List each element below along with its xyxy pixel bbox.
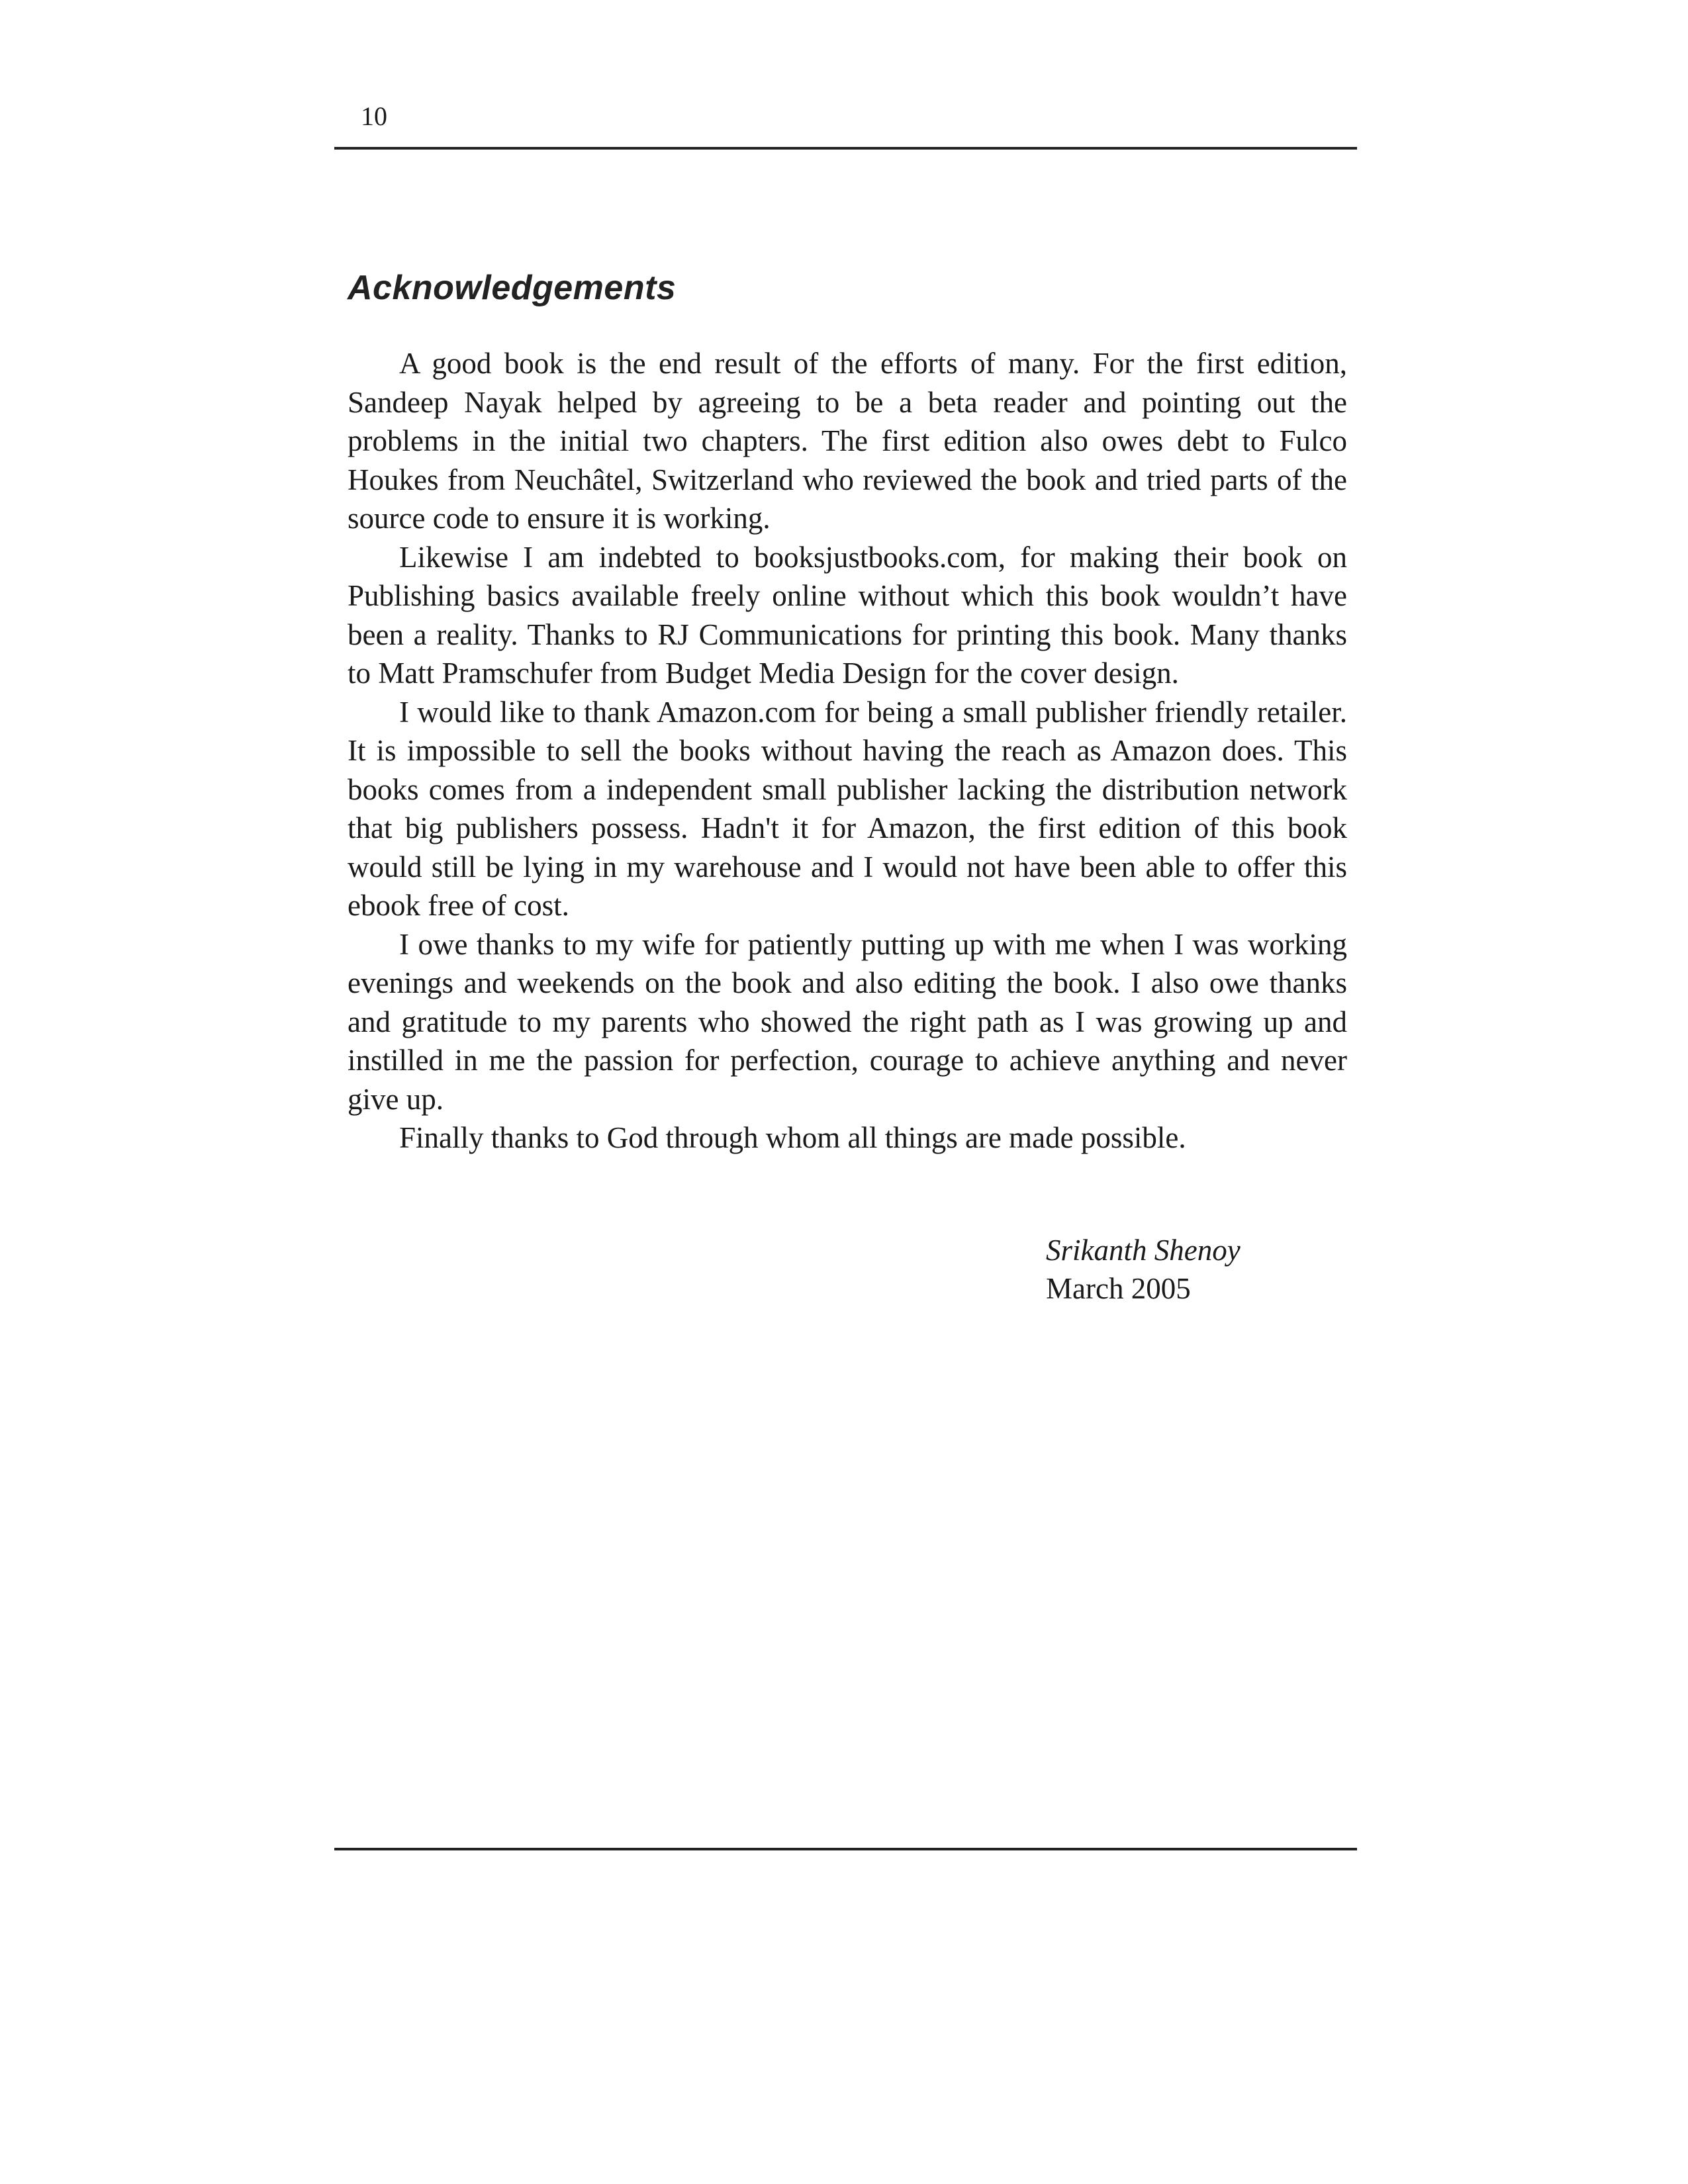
author-name: Srikanth Shenoy <box>1046 1234 1241 1267</box>
paragraph-3: I would like to thank Amazon.com for being a small publisher friendly retailer. It is impossible to sell the books without having the reach as Amazon does. This books comes from a independent small publisher lacking the distribution network that big publishers possess. Hadn't it for Amazon, the first edition of this book would still be lying in my warehouse and I would not have been able to offer this ebook free of cost. <box>348 695 1347 922</box>
acknowledgements-body <box>348 344 1347 1158</box>
header-rule <box>334 147 1357 150</box>
paragraph-5: Finally thanks to God through whom all things are made possible. <box>399 1121 1186 1154</box>
page-number: 10 <box>361 101 387 131</box>
signature-date: March 2005 <box>1046 1272 1191 1305</box>
paragraph-1: A good book is the end result of the efforts of many. For the first edition, Sandeep Nayak helped by agreeing to be a beta reader and pointing out the problems in the initial two chapters. The first edition also owes debt to Fulco Houkes from Neuchâtel, Switzerland who reviewed the book and tried parts of the source code to ensure it is working. <box>348 347 1347 535</box>
paragraph-4: I owe thanks to my wife for patiently putting up with me when I was working evenings and weekends on the book and also editing the book. I also owe thanks and gratitude to my parents who showed the right path as I was growing up and instilled in me the passion for perfection, courage to achieve anything and never give up. <box>348 927 1347 1116</box>
paragraph-2: Likewise I am indebted to booksjustbooks.com, for making their book on Publishing basics available freely online without which this book wouldn’t have been a reality. Thanks to RJ Communications for printing this book. Many thanks to Matt Pramschufer from Budget Media Design for the cover design. <box>348 540 1347 690</box>
footer-rule <box>334 1848 1357 1850</box>
signature-block <box>1046 1231 1241 1308</box>
section-title: Acknowledgements <box>348 269 677 307</box>
